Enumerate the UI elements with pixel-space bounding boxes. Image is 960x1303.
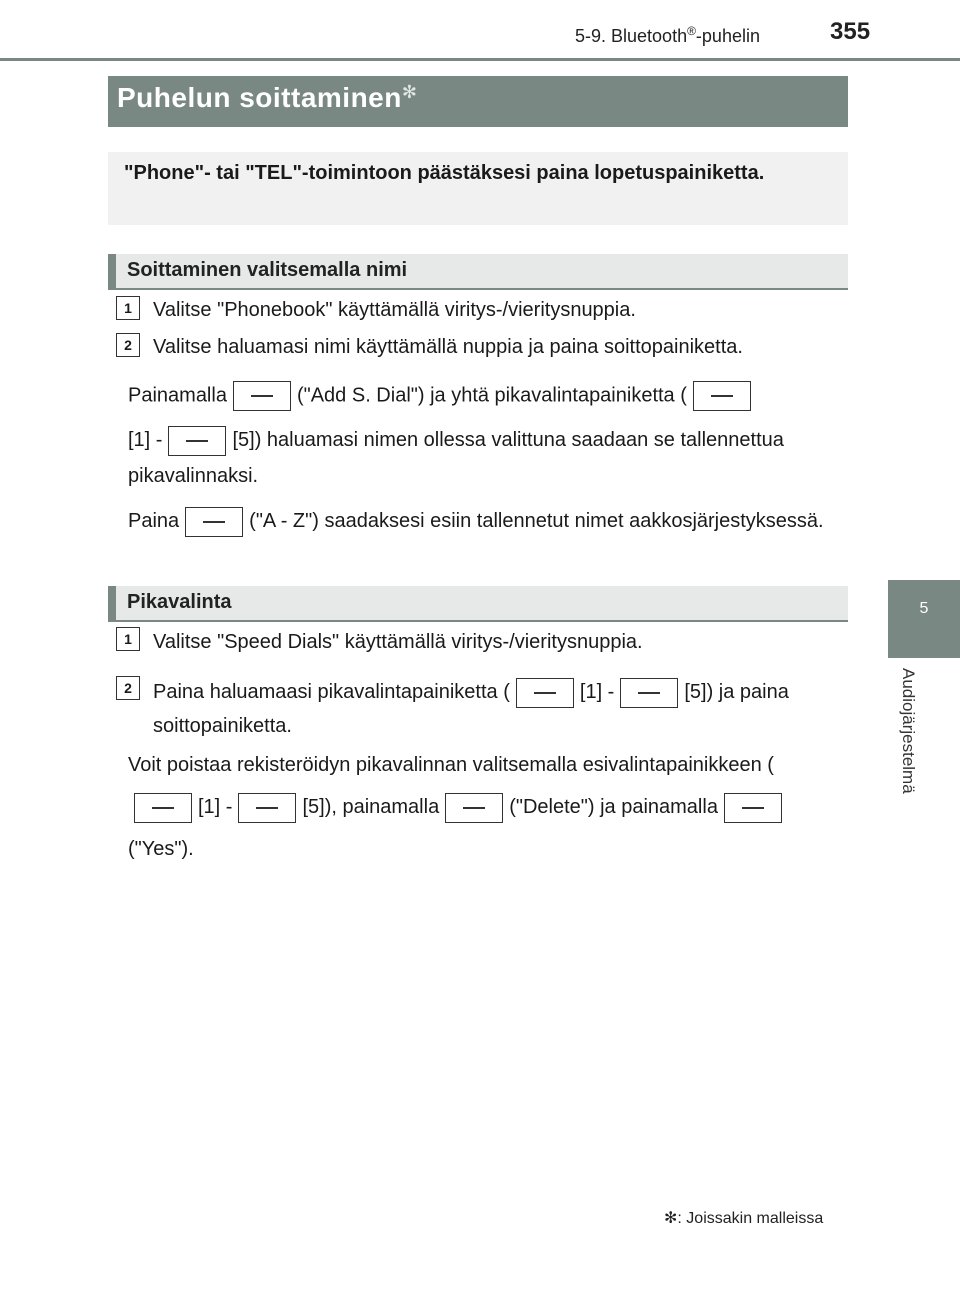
step-number: 1 — [116, 296, 140, 320]
section-header — [575, 24, 760, 47]
step-text — [153, 675, 841, 743]
preset-button-icon — [238, 793, 296, 823]
step-number: 1 — [116, 627, 140, 651]
preset-button-icon — [134, 793, 192, 823]
chapter-tab: 5 — [888, 580, 960, 658]
page-title — [117, 82, 417, 114]
step-text: Valitse "Speed Dials" käyttämällä viritys-/vieritysnuppia. — [153, 631, 643, 653]
preset-button-icon — [516, 678, 574, 708]
section-heading-speed-dial — [108, 586, 848, 622]
note-text: [1] - — [128, 429, 163, 451]
page-number: 355 — [830, 18, 871, 45]
step-text: Valitse haluamasi nimi käyttämällä nuppia ja paina soittopainiketta. — [153, 336, 743, 358]
step-number: 2 — [116, 333, 140, 357]
note-text: ("Delete") ja painamalla — [509, 796, 718, 818]
preset-button-icon — [168, 426, 226, 456]
note-text: [5]), painamalla — [302, 796, 440, 818]
note-text: Voit poistaa rekisteröidyn pikavalinnan valitsemalla esivalintapainikkeen ( — [128, 754, 774, 776]
note-text: [5]) haluamasi nimen ollessa valittuna saadaan se tallennettua pikavalinnaksi. — [128, 429, 784, 487]
note-text: Paina haluamaasi pikavalintapainiketta ( — [153, 681, 510, 703]
yes-button-icon — [724, 793, 782, 823]
page-title-text: Puhelun soittaminen — [117, 82, 402, 113]
note-paragraph — [128, 503, 840, 539]
header-rule — [0, 58, 960, 61]
footnote-mark: ✻ — [401, 82, 418, 102]
section-heading-name-dial — [108, 254, 848, 290]
add-speed-dial-button-icon — [233, 381, 291, 411]
note-text: Paina — [128, 510, 180, 532]
preset-button-icon — [693, 381, 751, 411]
footnote: ✻: Joissakin malleissa — [664, 1210, 824, 1227]
note-line — [128, 381, 757, 411]
note-text: Painamalla — [128, 384, 227, 407]
intro-text: "Phone"- tai "TEL"-toimintoon päästäksesi paina lopetuspainiketta. — [124, 162, 765, 184]
note-paragraph — [128, 744, 840, 870]
section-heading-text: Soittaminen valitsemalla nimi — [127, 259, 408, 281]
note-text: ("A - Z") saadaksesi esiin tallennetut nimet aakkosjärjestyksessä. — [249, 510, 824, 532]
note-text: ("Yes"). — [128, 838, 194, 860]
chapter-label-text: Audiojärjestelmä — [899, 668, 918, 794]
section-title-suffix: -puhelin — [695, 26, 760, 46]
delete-button-icon — [445, 793, 503, 823]
section-heading-text: Pikavalinta — [127, 591, 232, 613]
step-number: 2 — [116, 676, 140, 700]
heading-bar — [108, 254, 116, 288]
note-paragraph — [128, 422, 840, 494]
note-text: [5]) ja paina soittopainiketta. — [153, 681, 789, 737]
heading-bar — [108, 586, 116, 620]
chapter-label — [888, 668, 928, 828]
note-text: ("Add S. Dial") ja yhtä pikavalintapainiketta ( — [296, 384, 687, 407]
step-text: Valitse "Phonebook" käyttämällä viritys-/vieritysnuppia. — [153, 299, 636, 321]
note-text: [1] - — [579, 681, 615, 703]
preset-button-icon — [620, 678, 678, 708]
note-text: [1] - — [198, 796, 233, 818]
registered-mark: ® — [687, 24, 696, 38]
section-title: 5-9. Bluetooth — [575, 26, 688, 46]
a-z-button-icon — [185, 507, 243, 537]
